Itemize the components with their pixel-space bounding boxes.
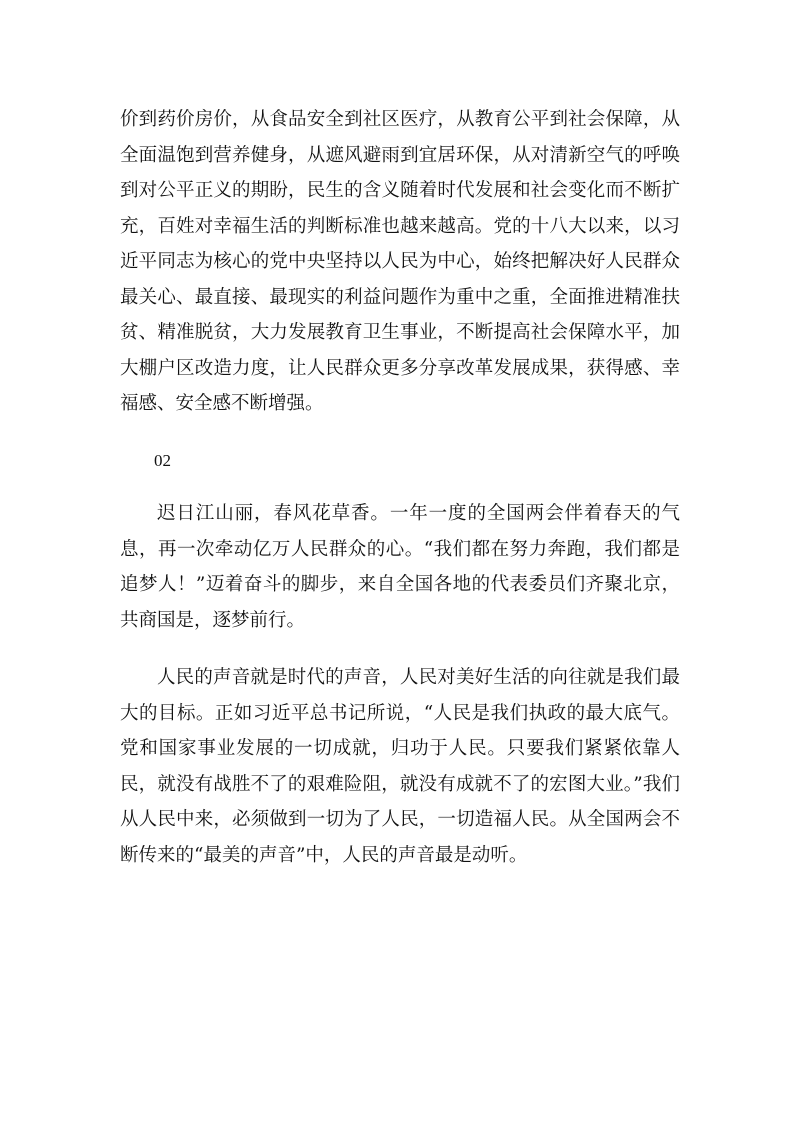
section-number: 02 (154, 450, 171, 470)
paragraph-spring: 迟日江山丽，春风花草香。一年一度的全国两会伴着春天的气息，再一次牵动亿万人民群众的心。“我们都在努力奔跑，我们都是追梦人！”迈着奋斗的脚步，来自全国各地的代表委员们齐聚北京，共商国是，逐梦前行。 (120, 503, 680, 631)
paragraph-continued: 价到药价房价，从食品安全到社区医疗，从教育公平到社会保障，从全面温饱到营养健身，从遮风避雨到宜居环保，从对清新空气的呼唤到对公平正义的期盼，民生的含义随着时代发展和社会变化而不断扩充，百姓对幸福生活的判断标准也越来越高。党的十八大以来，以习近平同志为核心的党中央坚持以人民为中心，始终把解决好人民群众最关心、最直接、最现实的利益问题作为重中之重，全面推进精准扶贫、精准脱贫，大力发展教育卫生事业，不断提高社会保障水平，加大棚户区改造力度，让人民群众更多分享改革发展成果，获得感、幸福感、安全感不断增强。 (120, 109, 680, 414)
paragraph-people-voice: 人民的声音就是时代的声音，人民对美好生活的向往就是我们最大的目标。正如习近平总书记所说，“人民是我们执政的最大底气。党和国家事业发展的一切成就，归功于人民。只要我们紧紧依靠人民，就没有战胜不了的艰难险阻，就没有成就不了的宏图大业。”我们从人民中来，必须做到一切为了人民，一切造福人民。从全国两会不断传来的“最美的声音”中，人民的声音最是动听。 (120, 667, 680, 866)
document-body (120, 102, 680, 873)
